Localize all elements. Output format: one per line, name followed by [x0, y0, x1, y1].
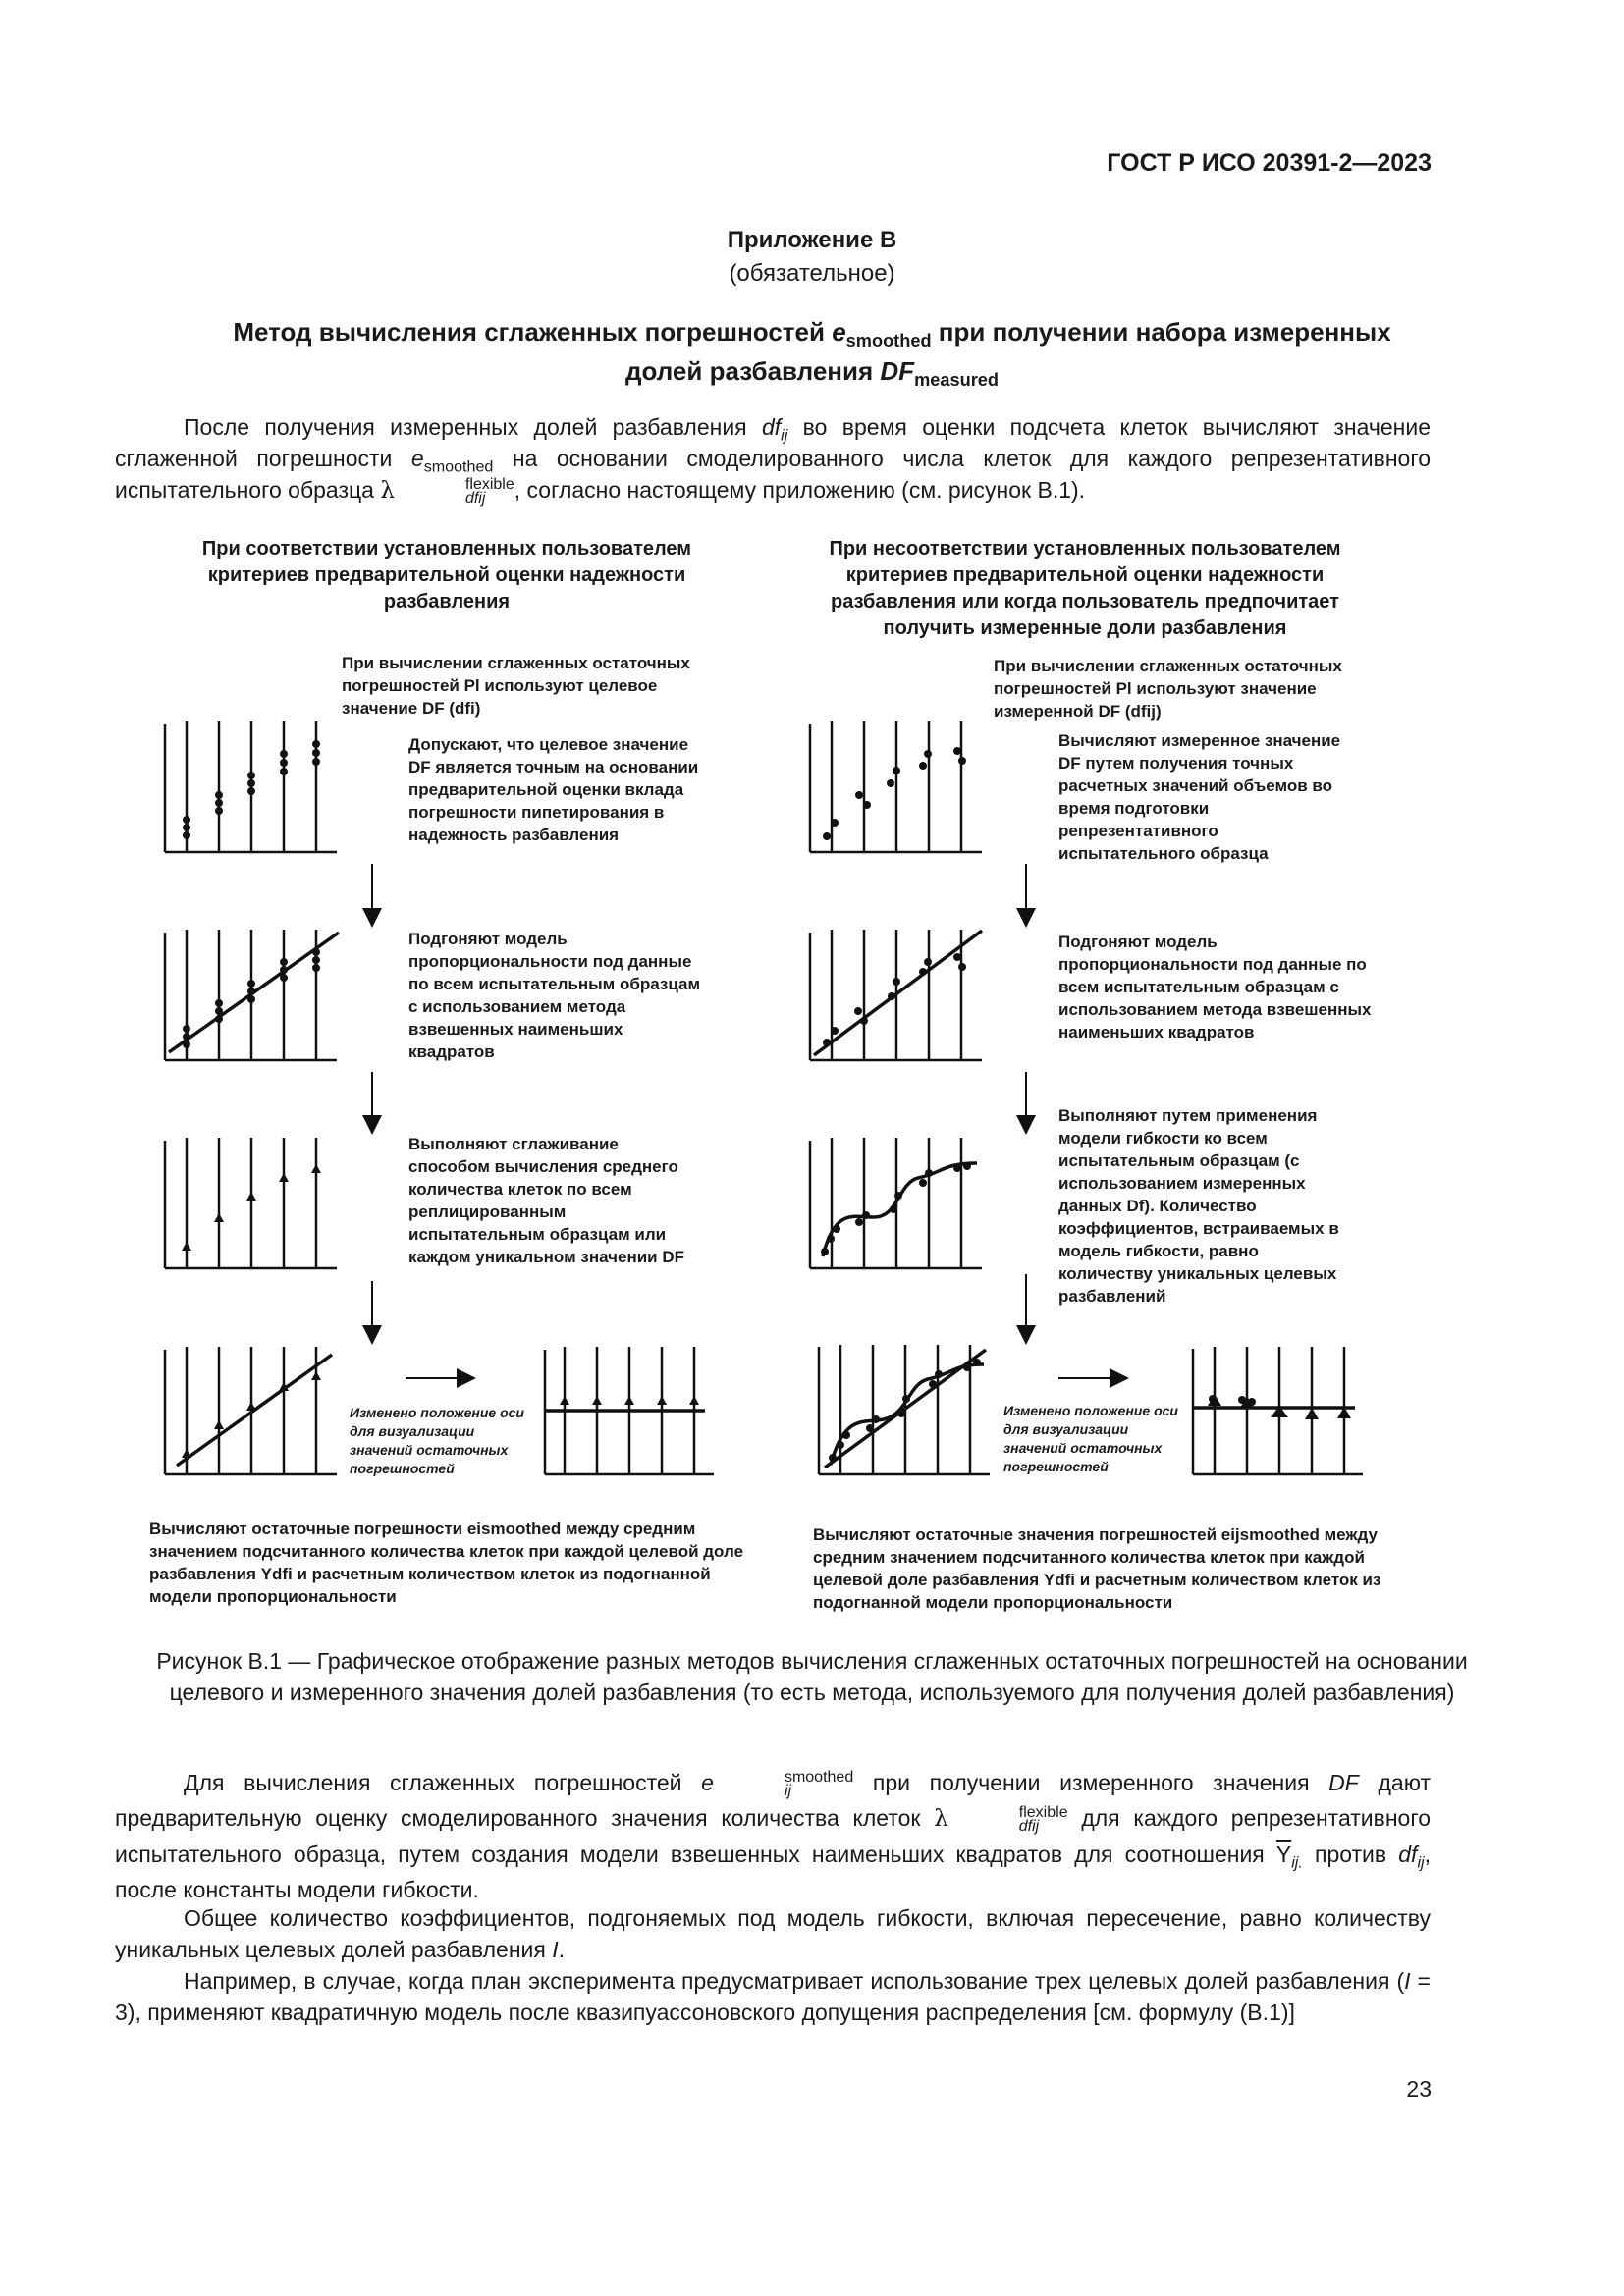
right-step-4: Изменено положение оси для визуализации значений остаточных погрешностей	[1003, 1403, 1178, 1474]
left-step-3: Выполняют сглаживание способом вычисления среднего количества клеток по всем реплицированным испытательным образцам или каждом уникальном значении DF	[408, 1135, 685, 1266]
right-note: При вычислении сглаженных остаточных погрешностей Pl используют значение измеренной DF (dfij)	[994, 657, 1342, 721]
left-note: При вычислении сглаженных остаточных погрешностей Pl используют целевое значение DF (dfi)	[342, 654, 690, 718]
body-paragraph-2: Общее количество коэффициентов, подгоняемых под модель гибкости, включая пересечение, равно количеству уникальных целевых долей разбавления I.	[115, 1905, 1431, 1962]
section-title: Метод вычисления сглаженных погрешностей $e_{smoothed}$ при получении набора измеренных долей разбавления $DF_{measured}$	[233, 317, 1391, 391]
body-paragraph-1: Для вычисления сглаженных погрешностей e smoothed ij при получении измеренного значения DF дают предварительную оценку смоделированного значения количества клеток λ flexible dfij для каждого репрезентативного испытательного образца, путем создания модели взвешенных наименьших квадратов для соотношения $\overline{Y}_{ij.}$ против $df_{ij}$, после константы модели гибкости.	[115, 1768, 1432, 1902]
left-step-2: Подгоняют модель пропорциональности под данные по всем испытательным образцам с использованием метода взвешенных наименьших квадратов	[408, 930, 701, 1061]
left-bottom-text: Вычисляют остаточные погрешности eismoothed между средним значением подсчитанного количества клеток при каждой целевой доле разбавления Ydfi и расчетным количеством клеток из подогнанной модели пропорциональности	[149, 1520, 744, 1606]
page-number: 23	[1406, 2076, 1432, 2102]
right-bottom-text: Вычисляют остаточные значения погрешностей eijsmoothed между средним значением подсчитанного количества клеток при каждой целевой доле разбавления Ydfi и расчетным количеством клеток из подогнанной модели пропорциональности	[813, 1525, 1381, 1612]
right-column-title: При несоответствии установленных пользователем критериев предварительной оценки надежности разбавления или когда пользователь предпочитает получить измеренные доли разбавления	[829, 538, 1341, 639]
intro-paragraph: После получения измеренных долей разбавления $df_{ij}$ во время оценки подсчета клеток вычисляют значение сглаженной погрешности $e_{smoothed}$ на основании смоделированного числа клеток для каждого репрезентативного испытательного образца λ flexible dfij , согласно настоящему приложению (см. рисунок В.1).	[115, 414, 1432, 507]
left-step-1: Допускают, что целевое значение DF является точным на основании предварительной оценки вклада погрешности пипетирования в надежность разбавления	[408, 735, 699, 844]
left-column-title: При соответствии установленных пользователем критериев предварительной оценки надежности разбавления	[201, 538, 692, 613]
right-step-1: Вычисляют измеренное значение DF путем получения точных расчетных значений объемов во время подготовки репрезентативного испытательного образца	[1058, 731, 1341, 863]
right-step-3: Выполняют путем применения модели гибкости ко всем испытательным образцам (с использованием измеренных данных Df). Количество коэффициентов, встраиваемых в модель гибкости, равно количеству уникальных целевых разбавлений	[1058, 1106, 1339, 1306]
plot-right-1	[810, 721, 982, 852]
annex-status: (обязательное)	[729, 260, 895, 287]
figure-caption: Рисунок В.1 — Графическое отображение разных методов вычисления сглаженных остаточных погрешностей на основании целевого и измеренного значения долей разбавления (то есть метода, используемого для получения долей разбавления)	[156, 1648, 1468, 1705]
plot-right-3	[810, 1138, 982, 1268]
plot-left-5	[545, 1347, 714, 1474]
plot-left-3	[165, 1138, 337, 1268]
standard-header: ГОСТ Р ИСО 20391-2—2023	[1107, 149, 1432, 177]
right-step-2: Подгоняют модель пропорциональности под данные по всем испытательным образцам с использованием метода взвешенных наименьших квадратов	[1058, 933, 1372, 1041]
body-paragraph-3: Например, в случае, когда план эксперимента предусматривает использование трех целевых долей разбавления (I = 3), применяют квадратичную модель после квазипуассоновского допущения распределения [см. формулу (В.1)]	[115, 1968, 1431, 2025]
annex-title: Приложение В	[727, 227, 897, 253]
plot-right-2	[810, 930, 982, 1060]
left-step-4: Изменено положение оси для визуализации значений остаточных погрешностей	[350, 1405, 524, 1476]
plot-right-4	[819, 1345, 990, 1474]
